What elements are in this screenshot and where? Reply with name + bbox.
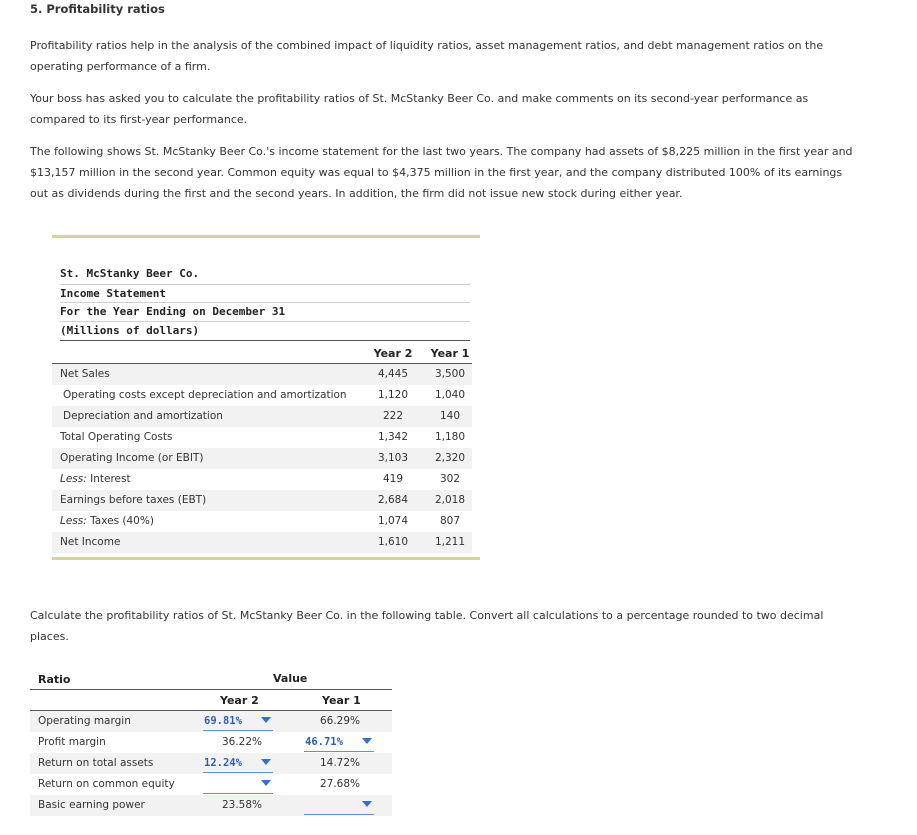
label-text: Interest bbox=[86, 473, 131, 485]
value-year2: 1,610 bbox=[377, 536, 409, 548]
value-year2: 419 bbox=[382, 473, 404, 485]
col-header-year2: Year 2 bbox=[373, 347, 413, 360]
value-year1: 3,500 bbox=[434, 368, 466, 380]
caret-down-icon bbox=[261, 780, 271, 786]
statement-bottom-bar bbox=[52, 557, 480, 560]
value-year2: 1,120 bbox=[377, 389, 409, 401]
section-title: 5. Profitability ratios bbox=[30, 2, 165, 16]
profit-margin-year1-dropdown[interactable] bbox=[304, 733, 374, 752]
ratio-row-basic-earning-power bbox=[30, 795, 392, 816]
ratio-label: Return on total assets bbox=[38, 757, 154, 769]
ratio-row-return-on-total-assets bbox=[30, 753, 392, 774]
statement-row bbox=[52, 406, 472, 427]
value-year2: 4,445 bbox=[377, 368, 409, 380]
row-label: Depreciation and amortization bbox=[63, 410, 223, 422]
value-year2: 1,074 bbox=[377, 515, 409, 527]
value-year2: 222 bbox=[382, 410, 404, 422]
statement-row bbox=[52, 511, 472, 532]
divider bbox=[60, 302, 470, 303]
statement-row bbox=[52, 385, 472, 406]
value-year1: 27.68% bbox=[319, 778, 361, 790]
value-year2: 3,103 bbox=[377, 452, 409, 464]
value-year1: 302 bbox=[439, 473, 461, 485]
label-prefix: Less: bbox=[60, 473, 87, 485]
row-label: Total Operating Costs bbox=[60, 431, 173, 443]
ratio-label: Return on common equity bbox=[38, 778, 175, 790]
caret-down-icon bbox=[261, 759, 271, 765]
value-year1: 807 bbox=[439, 515, 461, 527]
instruction-paragraph: Calculate the profitability ratios of St. McStanky Beer Co. in the following table. Convert all calculations to a percentage rounded to two decimal places. bbox=[30, 609, 824, 643]
value-year2: 23.58% bbox=[221, 799, 263, 811]
value-year1: 1,211 bbox=[434, 536, 466, 548]
row-label: Operating costs except depreciation and amortization bbox=[63, 389, 347, 401]
caret-down-icon bbox=[362, 801, 372, 807]
value-year2: 2,684 bbox=[377, 494, 409, 506]
value-year2: 1,342 bbox=[377, 431, 409, 443]
selected-value: 46.71% bbox=[305, 736, 343, 748]
value-year1: 2,018 bbox=[434, 494, 466, 506]
value-year1: 14.72% bbox=[319, 757, 361, 769]
divider bbox=[30, 689, 392, 690]
divider bbox=[60, 321, 470, 322]
divider bbox=[60, 340, 470, 341]
roe-year2-dropdown[interactable] bbox=[203, 775, 273, 794]
ratio-row-return-on-common-equity bbox=[30, 774, 392, 795]
statement-row bbox=[52, 469, 472, 490]
selected-value: 12.24% bbox=[204, 757, 242, 769]
selected-value: 69.81% bbox=[204, 715, 242, 727]
bep-year1-dropdown[interactable] bbox=[304, 796, 374, 815]
statement-row bbox=[52, 427, 472, 448]
caret-down-icon bbox=[261, 717, 271, 723]
intro-paragraph: Profitability ratios help in the analysis of the combined impact of liquidity ratios, asset management ratios, and debt management ratios on the operating performance of a firm. bbox=[30, 39, 824, 73]
ratio-row-profit-margin bbox=[30, 732, 392, 753]
col-header-year1: Year 1 bbox=[430, 347, 470, 360]
value-year1: 1,180 bbox=[434, 431, 466, 443]
statement-row bbox=[52, 448, 472, 469]
operating-margin-year2-dropdown[interactable] bbox=[203, 712, 273, 731]
label-text: Taxes (40%) bbox=[86, 515, 154, 527]
divider bbox=[60, 284, 470, 285]
ratio-label: Operating margin bbox=[38, 715, 131, 727]
ratio-label: Basic earning power bbox=[38, 799, 145, 811]
col-header-year1: Year 1 bbox=[322, 694, 361, 707]
statement-row bbox=[52, 364, 472, 385]
statement-top-bar bbox=[52, 235, 480, 238]
caret-down-icon bbox=[362, 738, 372, 744]
task-paragraph: Your boss has asked you to calculate the profitability ratios of St. McStanky Beer Co. and make comments on its second-year performance as compared to its first-year performance. bbox=[30, 92, 809, 126]
statement-company: St. McStanky Beer Co. bbox=[60, 267, 200, 280]
statement-period: For the Year Ending on December 31 bbox=[60, 305, 286, 318]
label-prefix: Less: bbox=[60, 515, 87, 527]
row-label: Net Income bbox=[60, 536, 121, 548]
value-year1: 2,320 bbox=[434, 452, 466, 464]
context-paragraph: The following shows St. McStanky Beer Co.'s income statement for the last two years. The company had assets of $8,225 million in the first year and $13,157 million in the second year. Common equity was equal to $4,375 million in the first year, and the company distributed 100% of its earnings out as dividends during the first and the second years. In addition, the firm did not issue new stock during either year. bbox=[30, 145, 853, 200]
ratio-label: Profit margin bbox=[38, 736, 106, 748]
row-label bbox=[60, 515, 154, 527]
roa-year2-dropdown[interactable] bbox=[203, 754, 273, 773]
row-label bbox=[60, 473, 131, 485]
statement-units: (Millions of dollars) bbox=[60, 324, 200, 337]
value-year1: 66.29% bbox=[319, 715, 361, 727]
col-header-year2: Year 2 bbox=[220, 694, 259, 707]
row-label: Earnings before taxes (EBT) bbox=[60, 494, 207, 506]
statement-row bbox=[52, 532, 472, 553]
statement-title: Income Statement bbox=[60, 287, 166, 300]
value-year1: 140 bbox=[439, 410, 461, 422]
row-label: Net Sales bbox=[60, 368, 110, 380]
statement-row bbox=[52, 490, 472, 511]
ratio-row-operating-margin bbox=[30, 711, 392, 732]
col-header-value: Value bbox=[273, 672, 308, 685]
value-year1: 1,040 bbox=[434, 389, 466, 401]
row-label: Operating Income (or EBIT) bbox=[60, 452, 204, 464]
value-year2: 36.22% bbox=[221, 736, 263, 748]
col-header-ratio: Ratio bbox=[38, 673, 71, 686]
